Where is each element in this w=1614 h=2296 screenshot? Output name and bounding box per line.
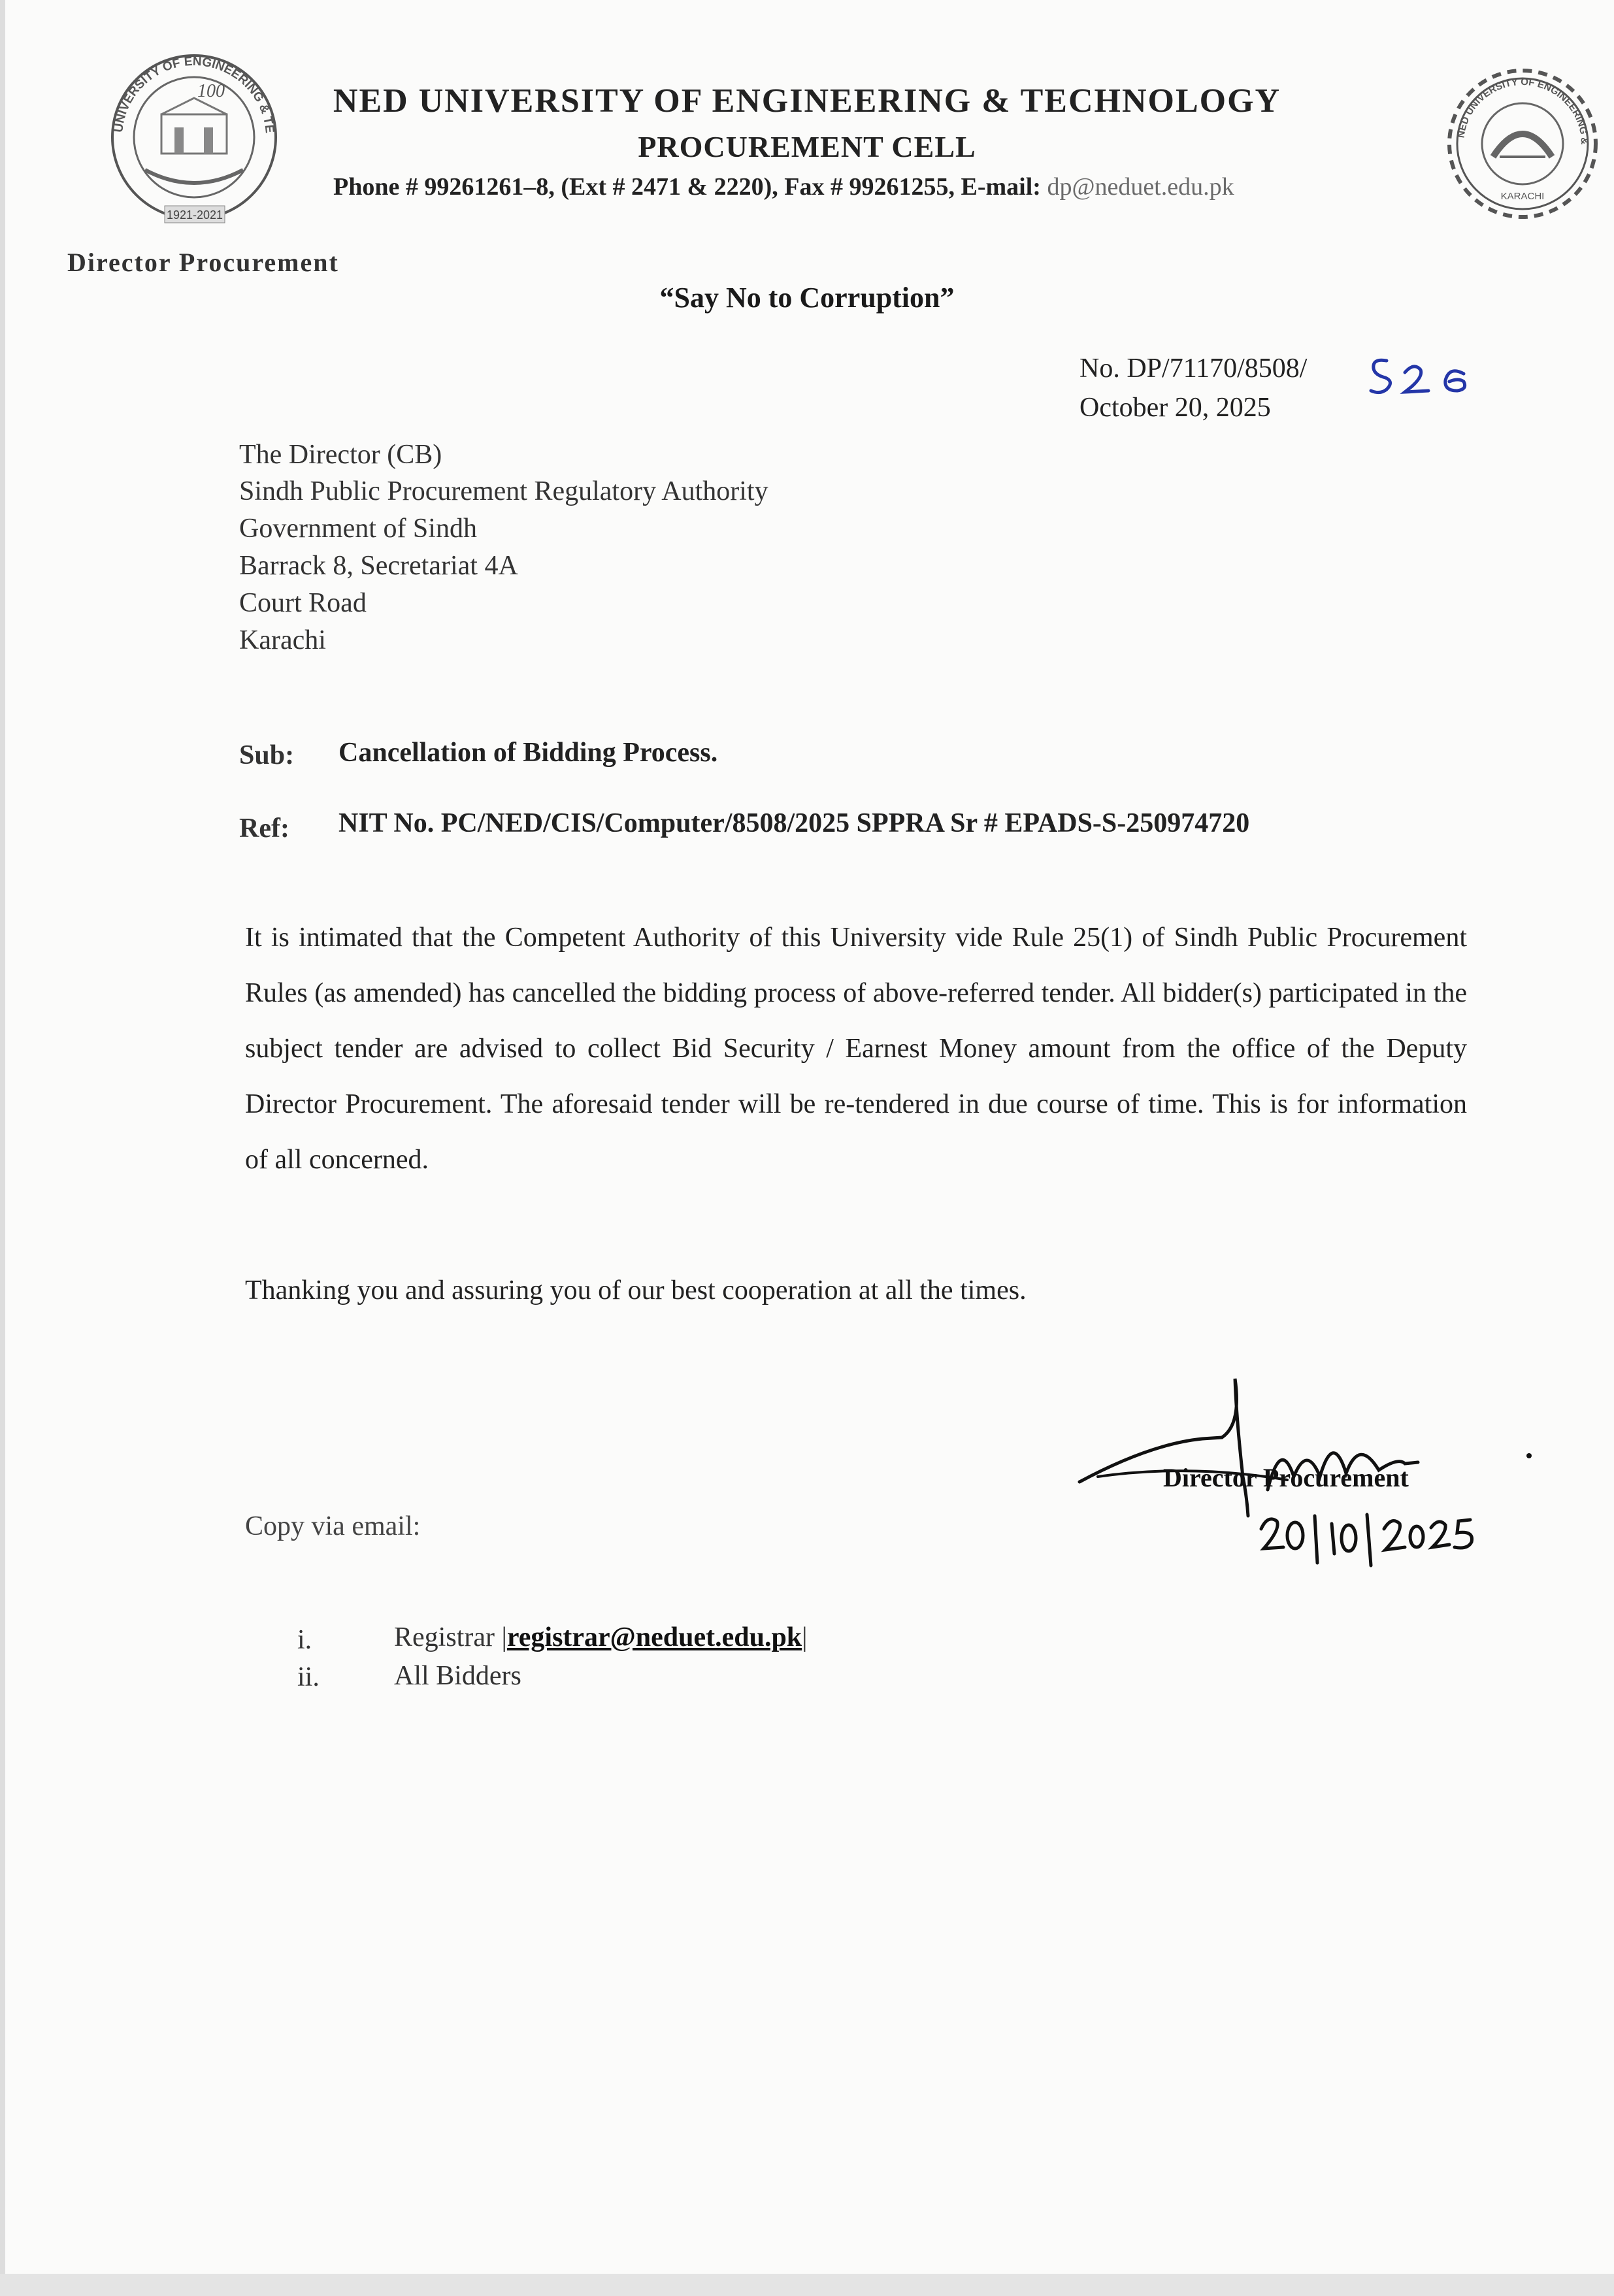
recipient-line: The Director (CB): [239, 440, 442, 470]
recipient-line: Sindh Public Procurement Regulatory Authority: [239, 476, 768, 506]
copy-item-bracket-close: |: [802, 1622, 808, 1652]
scan-bottom-edge: [0, 2274, 1614, 2296]
subject-text: Cancellation of Bidding Process.: [338, 738, 718, 768]
recipient-line: Karachi: [239, 625, 326, 655]
scan-left-edge: [0, 0, 5, 2296]
copy-item-label: All Bidders: [394, 1661, 521, 1691]
handwritten-reference-suffix: [1366, 353, 1496, 408]
copy-item-number: ii.: [297, 1662, 320, 1692]
reference-label: Ref:: [239, 813, 289, 844]
copy-item: [394, 1622, 808, 1653]
subject-label: Sub:: [239, 740, 295, 770]
reference-number: No. DP/71170/8508/: [1079, 353, 1308, 384]
contact-email: dp@neduet.edu.pk: [1047, 173, 1234, 201]
procurement-cell-title: PROCUREMENT CELL: [638, 130, 976, 163]
motto: “Say No to Corruption”: [659, 282, 955, 314]
handwritten-signature-date: [1255, 1503, 1503, 1578]
signatory-title: Director Procurement: [1163, 1463, 1409, 1492]
department-name: Director Procurement: [67, 248, 339, 277]
reference-text: NIT No. PC/NED/CIS/Computer/8508/2025 SPPRA Sr # EPADS-S-250974720: [338, 808, 1250, 838]
copy-item-number: i.: [297, 1625, 312, 1655]
left-logo-ring-text: UNIVERSITY OF ENGINEERING & TE: [112, 54, 276, 134]
recipient-line: Barrack 8, Secretariat 4A: [239, 551, 518, 581]
contact-details: Phone # 99261261–8, (Ext # 2471 & 2220), Fax # 99261255, E-mail:: [333, 173, 1047, 201]
left-logo-years: 1921-2021: [166, 208, 223, 221]
copy-label: Copy via email:: [245, 1511, 421, 1541]
recipient-line: Government of Sindh: [239, 514, 477, 544]
left-logo-centenary: 100: [197, 81, 225, 101]
copy-item-bracket-open: |: [501, 1622, 507, 1652]
right-logo-city: KARACHI: [1500, 191, 1545, 202]
right-logo-ring-text: NED UNIVERSITY OF ENGINEERING &: [1455, 76, 1590, 145]
university-name: NED UNIVERSITY OF ENGINEERING & TECHNOLOGY: [333, 82, 1281, 120]
copy-item-label: Registrar: [394, 1622, 502, 1652]
recipient-line: Court Road: [239, 588, 367, 618]
closing-line: Thanking you and assuring you of our best cooperation at all the times.: [245, 1275, 1027, 1305]
contact-line: [333, 172, 1234, 201]
registrar-email-link[interactable]: registrar@neduet.edu.pk: [506, 1622, 802, 1652]
reference-date: October 20, 2025: [1079, 393, 1271, 423]
letter-body: It is intimated that the Competent Authority of this University vide Rule 25(1) of Sindh Public Procurement Rules (as amended) has cancelled the bidding process of above-referred tender. All bidder(s) participated in the subject tender are advised to collect Bid Security / Earnest Money amount from the office of the Deputy Director Procurement. The aforesaid tender will be re-tendered in due course of time. This is for information of all concerned.: [245, 923, 1467, 1175]
